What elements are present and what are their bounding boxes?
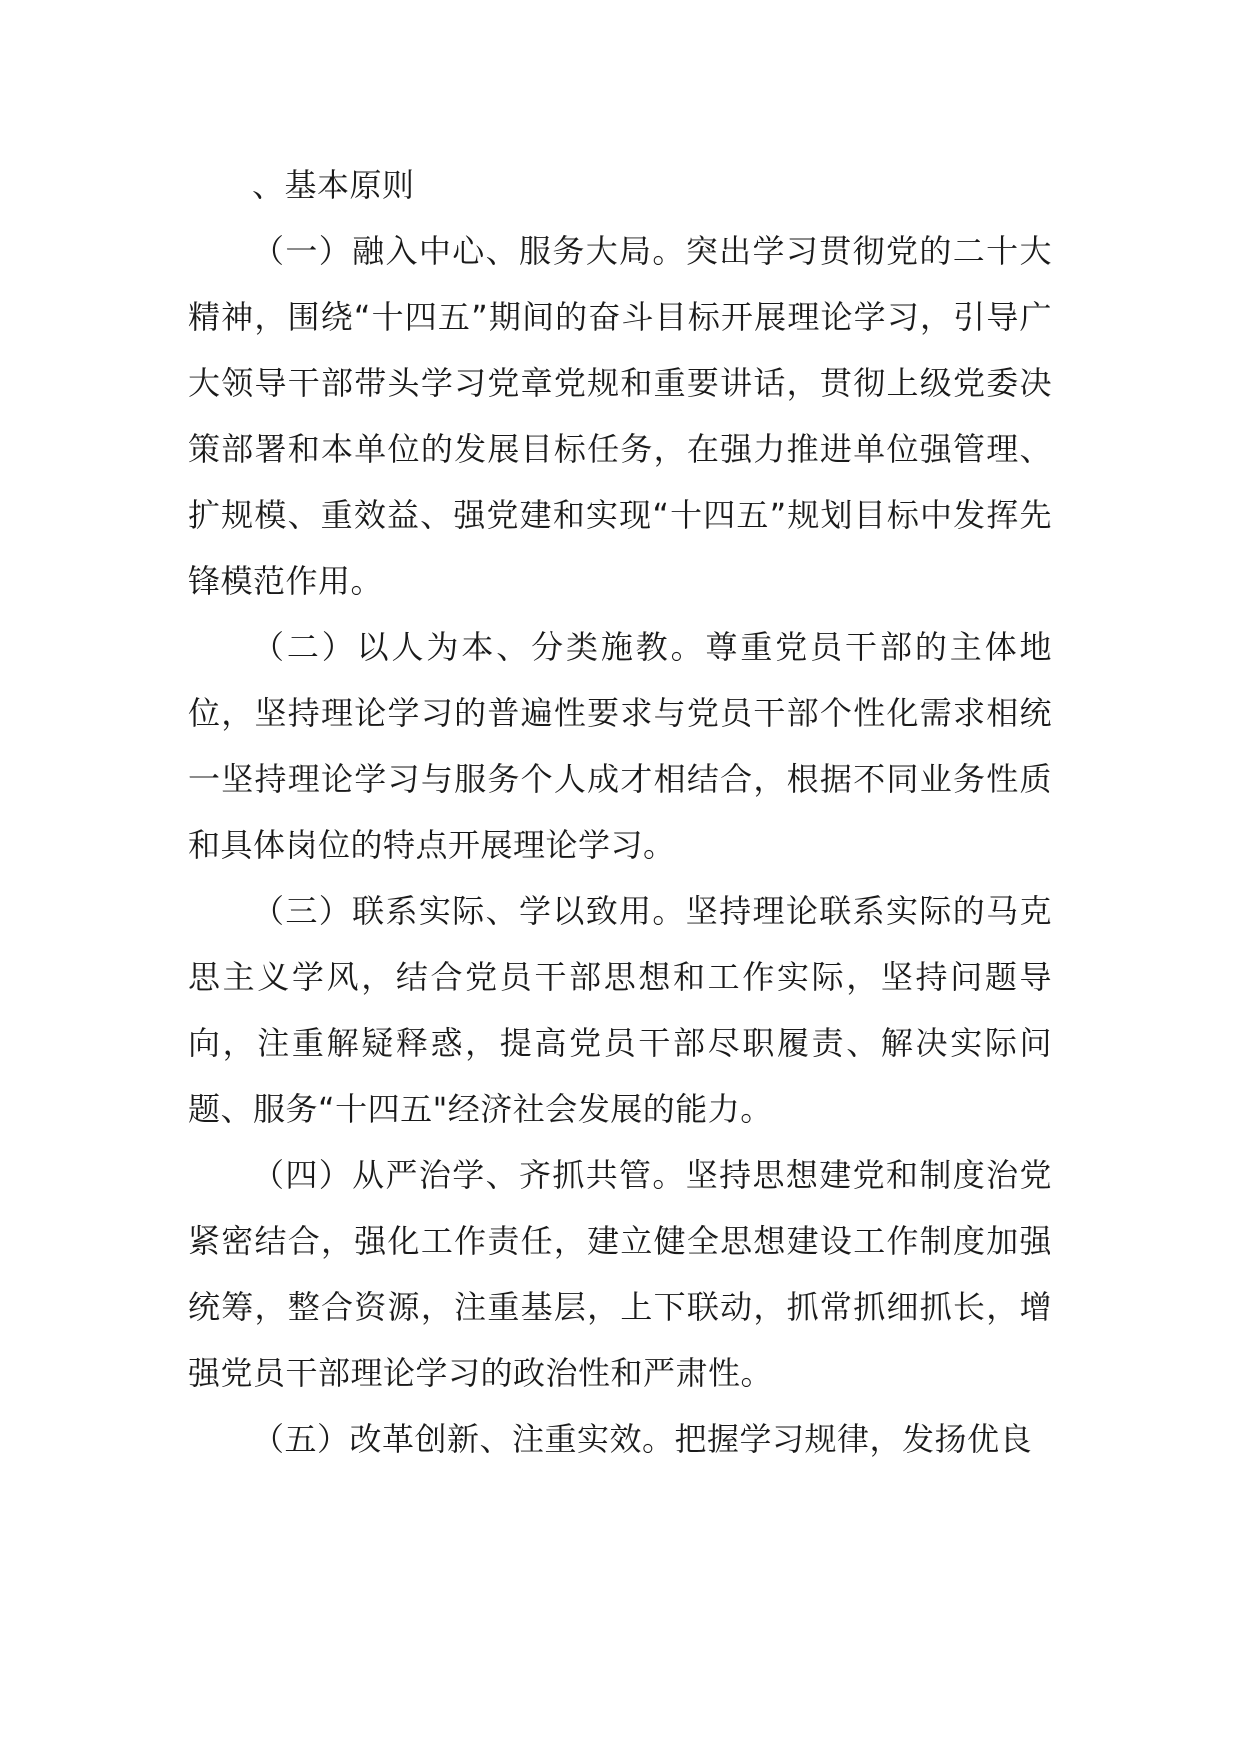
paragraph-1: （一）融入中心、服务大局。突出学习贯彻党的二十大精神，围绕“十四五”期间的奋斗目标开展理论学习，引导广大领导干部带头学习党章党规和重要讲话，贯彻上级党委决策部署和本单位的发展目标任务，在强力推进单位强管理、扩规模、重效益、强党建和实现“十四五”规划目标中发挥先锋模范作用。 [188,232,1052,600]
document-body [188,152,1052,1472]
paragraph-3: （三）联系实际、学以致用。坚持理论联系实际的马克思主义学风，结合党员干部思想和工作实际，坚持问题导向，注重解疑释惑，提高党员干部尽职履责、解决实际问题、服务“十四五"经济社会发展的能力。 [188,892,1052,1128]
section-heading: 、基本原则 [252,166,415,204]
paragraph-2: （二）以人为本、分类施教。尊重党员干部的主体地位，坚持理论学习的普遍性要求与党员干部个性化需求相统一坚持理论学习与服务个人成才相结合，根据不同业务性质和具体岗位的特点开展理论学习。 [188,628,1052,864]
paragraph-5: （五）改革创新、注重实效。把握学习规律，发扬优良 [252,1420,1033,1458]
paragraph-4: （四）从严治学、齐抓共管。坚持思想建党和制度治党紧密结合，强化工作责任，建立健全思想建设工作制度加强统筹，整合资源，注重基层，上下联动，抓常抓细抓长，增强党员干部理论学习的政治性和严肃性。 [188,1156,1052,1392]
